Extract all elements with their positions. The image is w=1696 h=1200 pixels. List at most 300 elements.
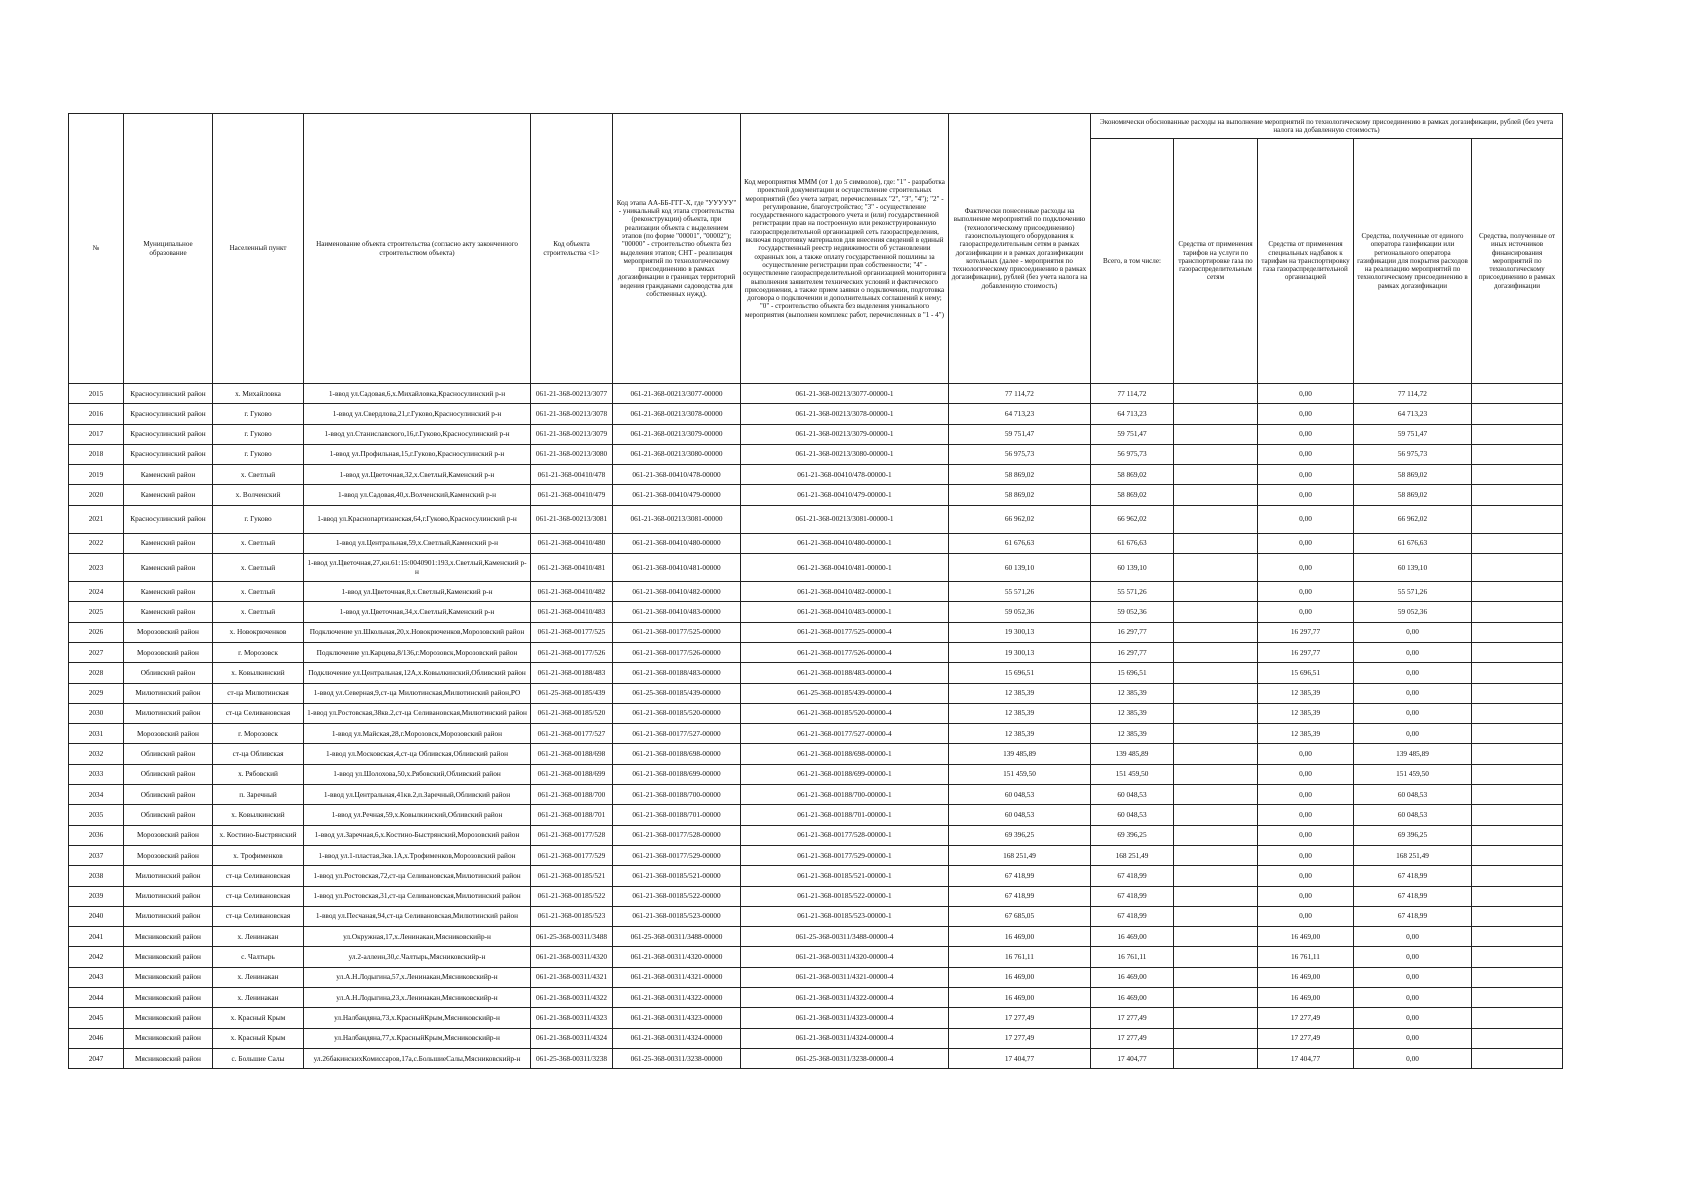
cell-tariff-funds	[1174, 642, 1258, 662]
cell-tariff-funds	[1174, 866, 1258, 886]
cell-settlement: ст-ца Селивановская	[213, 906, 304, 926]
cell-total: 139 485,89	[1091, 744, 1174, 764]
header-other-funds: Средства, полученные от иных источников финансирования мероприятий по технологическому присоединению в рамках догазификации	[1472, 139, 1563, 384]
cell-actual-expenses: 69 396,25	[949, 825, 1091, 845]
cell-settlement: ст-ца Обливская	[213, 744, 304, 764]
cell-total: 59 751,47	[1091, 424, 1174, 444]
header-economic-expenses-group: Экономически обоснованные расходы на выполнение мероприятий по технологическому присоединению в рамках догазификации, рублей (без учета налога на добавленную стоимость)	[1091, 114, 1563, 139]
cell-object-code: 061-21-368-00177/525	[531, 622, 613, 642]
cell-operator-funds: 59 751,47	[1354, 424, 1472, 444]
cell-operator-funds: 0,00	[1354, 622, 1472, 642]
cell-other-funds	[1472, 602, 1563, 622]
cell-total: 151 459,50	[1091, 764, 1174, 784]
header-operator-funds: Средства, полученные от единого оператора газификации или регионального оператора газификации для покрытия расходов на реализацию мероприятий по технологическому присоединению в рамках догазификации	[1354, 139, 1472, 384]
cell-other-funds	[1472, 724, 1563, 744]
cell-stage-code: 061-21-368-00311/4322-00000	[613, 988, 741, 1008]
cell-object-name: Подключение ул.Карцева,8/136,г.Морозовск,Морозовский район	[304, 642, 531, 662]
cell-event-code: 061-21-368-00311/4322-00000-4	[741, 988, 949, 1008]
cell-operator-funds: 59 052,36	[1354, 602, 1472, 622]
cell-other-funds	[1472, 533, 1563, 553]
cell-object-code: 061-21-368-00311/4320	[531, 947, 613, 967]
cell-operator-funds: 0,00	[1354, 927, 1472, 947]
cell-surcharge-funds: 16 469,00	[1258, 927, 1354, 947]
cell-settlement: х. Светлый	[213, 533, 304, 553]
cell-municipality: Обливский район	[124, 663, 213, 683]
cell-other-funds	[1472, 703, 1563, 723]
table-row	[69, 554, 1563, 582]
cell-object-name: Подключение ул.Школьная,20,х.Новокрюченков,Морозовский район	[304, 622, 531, 642]
cell-event-code: 061-21-368-00177/529-00000-1	[741, 845, 949, 865]
cell-settlement: г. Гуково	[213, 424, 304, 444]
header-actual-expenses: Фактически понесенные расходы на выполнение мероприятий по подключению (технологическому присоединению) газоиспользующего оборудования к газораспределительным сетям в рамках догазификации и в рамках догазификации котельных (далее - мероприятия по технологическому присоединению в рамках догазификации), рублей (без учета налога на добавленную стоимость)	[949, 114, 1091, 384]
cell-surcharge-funds: 0,00	[1258, 805, 1354, 825]
cell-object-code: 061-21-368-00410/480	[531, 533, 613, 553]
cell-stage-code: 061-21-368-00410/481-00000	[613, 554, 741, 582]
cell-other-funds	[1472, 785, 1563, 805]
table-body	[69, 384, 1563, 1069]
cell-num: 2045	[69, 1008, 124, 1028]
cell-num: 2016	[69, 404, 124, 424]
cell-total: 64 713,23	[1091, 404, 1174, 424]
cell-object-code: 061-21-368-00410/478	[531, 465, 613, 485]
cell-settlement: х. Ковылкинский	[213, 805, 304, 825]
cell-stage-code: 061-21-368-00185/523-00000	[613, 906, 741, 926]
cell-event-code: 061-21-368-00410/483-00000-1	[741, 602, 949, 622]
cell-object-code: 061-25-368-00185/439	[531, 683, 613, 703]
cell-object-name: ул.26бакинскихКомиссаров,17а,с.БольшиеСалы,Мясниковскийр-н	[304, 1048, 531, 1068]
header-surcharge-funds: Средства от применения специальных надбавок к тарифам на транспортировку газа газораспределительной организацией	[1258, 139, 1354, 384]
cell-actual-expenses: 17 277,49	[949, 1028, 1091, 1048]
cell-other-funds	[1472, 622, 1563, 642]
cell-event-code: 061-21-368-00177/526-00000-4	[741, 642, 949, 662]
cell-num: 2035	[69, 805, 124, 825]
cell-other-funds	[1472, 845, 1563, 865]
cell-stage-code: 061-21-368-00188/699-00000	[613, 764, 741, 784]
cell-num: 2033	[69, 764, 124, 784]
cell-municipality: Каменский район	[124, 533, 213, 553]
cell-actual-expenses: 77 114,72	[949, 384, 1091, 404]
cell-municipality: Морозовский район	[124, 642, 213, 662]
cell-surcharge-funds: 16 469,00	[1258, 967, 1354, 987]
cell-other-funds	[1472, 582, 1563, 602]
cell-municipality: Обливский район	[124, 764, 213, 784]
cell-event-code: 061-21-368-00177/527-00000-4	[741, 724, 949, 744]
cell-settlement: г. Гуково	[213, 444, 304, 464]
cell-object-code: 061-21-368-00311/4321	[531, 967, 613, 987]
cell-surcharge-funds: 12 385,39	[1258, 724, 1354, 744]
cell-surcharge-funds: 0,00	[1258, 384, 1354, 404]
cell-object-name: 1-ввод ул.Центральная,41кв.2,п.Заречный,Обливский район	[304, 785, 531, 805]
cell-num: 2046	[69, 1028, 124, 1048]
cell-other-funds	[1472, 886, 1563, 906]
cell-municipality: Мясниковский район	[124, 927, 213, 947]
cell-total: 69 396,25	[1091, 825, 1174, 845]
cell-municipality: Каменский район	[124, 465, 213, 485]
cell-operator-funds: 67 418,99	[1354, 866, 1472, 886]
cell-operator-funds: 168 251,49	[1354, 845, 1472, 865]
cell-other-funds	[1472, 866, 1563, 886]
cell-object-code: 061-21-368-00177/528	[531, 825, 613, 845]
cell-event-code: 061-21-368-00410/481-00000-1	[741, 554, 949, 582]
cell-actual-expenses: 67 418,99	[949, 886, 1091, 906]
cell-num: 2020	[69, 485, 124, 505]
cell-operator-funds: 66 962,02	[1354, 505, 1472, 533]
cell-municipality: Милютинский район	[124, 906, 213, 926]
cell-operator-funds: 58 869,02	[1354, 465, 1472, 485]
cell-object-code: 061-25-368-00311/3488	[531, 927, 613, 947]
cell-total: 58 869,02	[1091, 485, 1174, 505]
cell-actual-expenses: 58 869,02	[949, 485, 1091, 505]
cell-total: 67 418,99	[1091, 886, 1174, 906]
cell-settlement: ст-ца Селивановская	[213, 703, 304, 723]
cell-municipality: Красносулинский район	[124, 384, 213, 404]
gasification-cost-table	[68, 113, 1563, 1069]
cell-operator-funds: 0,00	[1354, 988, 1472, 1008]
cell-surcharge-funds: 0,00	[1258, 404, 1354, 424]
cell-municipality: Милютинский район	[124, 703, 213, 723]
cell-actual-expenses: 67 685,05	[949, 906, 1091, 926]
cell-num: 2041	[69, 927, 124, 947]
table-row	[69, 582, 1563, 602]
cell-actual-expenses: 16 469,00	[949, 927, 1091, 947]
cell-total: 66 962,02	[1091, 505, 1174, 533]
cell-municipality: Каменский район	[124, 602, 213, 622]
cell-num: 2032	[69, 744, 124, 764]
cell-municipality: Красносулинский район	[124, 505, 213, 533]
cell-surcharge-funds: 15 696,51	[1258, 663, 1354, 683]
cell-num: 2044	[69, 988, 124, 1008]
cell-other-funds	[1472, 988, 1563, 1008]
cell-municipality: Каменский район	[124, 485, 213, 505]
cell-actual-expenses: 58 869,02	[949, 465, 1091, 485]
cell-municipality: Милютинский район	[124, 683, 213, 703]
header-num: №	[69, 114, 124, 384]
cell-tariff-funds	[1174, 744, 1258, 764]
cell-stage-code: 061-21-368-00188/700-00000	[613, 785, 741, 805]
cell-tariff-funds	[1174, 444, 1258, 464]
cell-stage-code: 061-21-368-00177/528-00000	[613, 825, 741, 845]
cell-actual-expenses: 139 485,89	[949, 744, 1091, 764]
cell-tariff-funds	[1174, 663, 1258, 683]
cell-surcharge-funds: 0,00	[1258, 602, 1354, 622]
cell-object-code: 061-21-368-00410/479	[531, 485, 613, 505]
cell-municipality: Красносулинский район	[124, 404, 213, 424]
cell-total: 16 297,77	[1091, 622, 1174, 642]
cell-other-funds	[1472, 1008, 1563, 1028]
cell-actual-expenses: 168 251,49	[949, 845, 1091, 865]
cell-settlement: х. Ленинакан	[213, 988, 304, 1008]
cell-object-code: 061-21-368-00177/526	[531, 642, 613, 662]
cell-num: 2017	[69, 424, 124, 444]
cell-surcharge-funds: 0,00	[1258, 845, 1354, 865]
cell-event-code: 061-21-368-00213/3079-00000-1	[741, 424, 949, 444]
cell-other-funds	[1472, 744, 1563, 764]
cell-operator-funds: 58 869,02	[1354, 485, 1472, 505]
cell-actual-expenses: 16 761,11	[949, 947, 1091, 967]
cell-settlement: ст-ца Селивановская	[213, 886, 304, 906]
cell-num: 2018	[69, 444, 124, 464]
cell-total: 56 975,73	[1091, 444, 1174, 464]
cell-object-code: 061-21-368-00188/699	[531, 764, 613, 784]
cell-settlement: ст-ца Милютинская	[213, 683, 304, 703]
cell-tariff-funds	[1174, 384, 1258, 404]
table-header	[69, 114, 1563, 384]
cell-tariff-funds	[1174, 424, 1258, 444]
cell-surcharge-funds: 0,00	[1258, 886, 1354, 906]
cell-num: 2025	[69, 602, 124, 622]
cell-municipality: Обливский район	[124, 805, 213, 825]
cell-object-code: 061-21-368-00410/482	[531, 582, 613, 602]
cell-object-code: 061-21-368-00213/3078	[531, 404, 613, 424]
cell-other-funds	[1472, 505, 1563, 533]
cell-object-name: 1-ввод ул.Заречная,6,х.Костино-Быстрянский,Морозовский район	[304, 825, 531, 845]
cell-other-funds	[1472, 906, 1563, 926]
cell-object-code: 061-21-368-00188/698	[531, 744, 613, 764]
table-row	[69, 683, 1563, 703]
cell-event-code: 061-21-368-00188/699-00000-1	[741, 764, 949, 784]
table-row	[69, 764, 1563, 784]
cell-stage-code: 061-21-368-00410/483-00000	[613, 602, 741, 622]
cell-municipality: Морозовский район	[124, 724, 213, 744]
cell-event-code: 061-21-368-00410/479-00000-1	[741, 485, 949, 505]
cell-event-code: 061-21-368-00188/700-00000-1	[741, 785, 949, 805]
cell-total: 16 297,77	[1091, 642, 1174, 662]
table-row	[69, 622, 1563, 642]
cell-settlement: х. Волченский	[213, 485, 304, 505]
cell-num: 2047	[69, 1048, 124, 1068]
table-row	[69, 886, 1563, 906]
cell-stage-code: 061-21-368-00177/527-00000	[613, 724, 741, 744]
cell-tariff-funds	[1174, 927, 1258, 947]
cell-actual-expenses: 16 469,00	[949, 967, 1091, 987]
cell-other-funds	[1472, 825, 1563, 845]
cell-municipality: Морозовский район	[124, 622, 213, 642]
cell-event-code: 061-21-368-00213/3077-00000-1	[741, 384, 949, 404]
cell-object-name: 1-ввод ул.Ростовская,31,ст-ца Селивановская,Милютинский район	[304, 886, 531, 906]
cell-stage-code: 061-21-368-00311/4320-00000	[613, 947, 741, 967]
cell-operator-funds: 0,00	[1354, 947, 1472, 967]
cell-surcharge-funds: 0,00	[1258, 554, 1354, 582]
cell-object-name: 1-ввод ул.Профильная,15,г.Гуково,Красносулинский р-н	[304, 444, 531, 464]
header-municipality: Муниципальное образование	[124, 114, 213, 384]
cell-stage-code: 061-21-368-00213/3077-00000	[613, 384, 741, 404]
cell-other-funds	[1472, 554, 1563, 582]
cell-stage-code: 061-21-368-00188/483-00000	[613, 663, 741, 683]
cell-operator-funds: 0,00	[1354, 703, 1472, 723]
table-row	[69, 988, 1563, 1008]
cell-total: 55 571,26	[1091, 582, 1174, 602]
cell-stage-code: 061-21-368-00213/3079-00000	[613, 424, 741, 444]
cell-stage-code: 061-21-368-00213/3080-00000	[613, 444, 741, 464]
cell-num: 2028	[69, 663, 124, 683]
table-row	[69, 1028, 1563, 1048]
cell-surcharge-funds: 0,00	[1258, 465, 1354, 485]
cell-other-funds	[1472, 967, 1563, 987]
cell-event-code: 061-21-368-00177/525-00000-4	[741, 622, 949, 642]
cell-num: 2021	[69, 505, 124, 533]
cell-actual-expenses: 61 676,63	[949, 533, 1091, 553]
cell-settlement: с. Чалтырь	[213, 947, 304, 967]
cell-operator-funds: 56 975,73	[1354, 444, 1472, 464]
cell-settlement: х. Светлый	[213, 582, 304, 602]
cell-stage-code: 061-21-368-00188/698-00000	[613, 744, 741, 764]
cell-operator-funds: 0,00	[1354, 642, 1472, 662]
cell-municipality: Мясниковский район	[124, 1048, 213, 1068]
cell-operator-funds: 60 048,53	[1354, 785, 1472, 805]
cell-event-code: 061-21-368-00188/698-00000-1	[741, 744, 949, 764]
cell-operator-funds: 0,00	[1354, 967, 1472, 987]
cell-surcharge-funds: 16 297,77	[1258, 622, 1354, 642]
cell-tariff-funds	[1174, 505, 1258, 533]
cell-object-name: 1-ввод ул.Садовая,40,х.Волченский,Каменский р-н	[304, 485, 531, 505]
table-row	[69, 825, 1563, 845]
cell-operator-funds: 0,00	[1354, 724, 1472, 744]
cell-municipality: Мясниковский район	[124, 1008, 213, 1028]
cell-other-funds	[1472, 424, 1563, 444]
cell-surcharge-funds: 12 385,39	[1258, 703, 1354, 723]
cell-num: 2027	[69, 642, 124, 662]
table-row	[69, 384, 1563, 404]
cell-event-code: 061-21-368-00410/482-00000-1	[741, 582, 949, 602]
cell-surcharge-funds: 0,00	[1258, 744, 1354, 764]
cell-settlement: ст-ца Селивановская	[213, 866, 304, 886]
cell-tariff-funds	[1174, 485, 1258, 505]
cell-other-funds	[1472, 1028, 1563, 1048]
cell-actual-expenses: 67 418,99	[949, 866, 1091, 886]
table-row	[69, 703, 1563, 723]
cell-tariff-funds	[1174, 886, 1258, 906]
cell-tariff-funds	[1174, 533, 1258, 553]
cell-object-name: 1-ввод ул.Краснопартизанская,64,г.Гуково,Красносулинский р-н	[304, 505, 531, 533]
cell-actual-expenses: 15 696,51	[949, 663, 1091, 683]
cell-total: 67 418,99	[1091, 866, 1174, 886]
cell-operator-funds: 67 418,99	[1354, 906, 1472, 926]
cell-object-name: Подключение ул.Центральная,12А,х.Ковылкинский,Обливский район	[304, 663, 531, 683]
cell-tariff-funds	[1174, 1008, 1258, 1028]
cell-surcharge-funds: 0,00	[1258, 785, 1354, 805]
cell-object-code: 061-21-368-00311/4323	[531, 1008, 613, 1028]
cell-municipality: Мясниковский район	[124, 967, 213, 987]
header-object-code: Код объекта строительства <1>	[531, 114, 613, 384]
cell-total: 60 139,10	[1091, 554, 1174, 582]
cell-event-code: 061-21-368-00177/528-00000-1	[741, 825, 949, 845]
cell-object-name: 1-ввод ул.Речная,59,х.Ковылкинский,Обливский район	[304, 805, 531, 825]
cell-tariff-funds	[1174, 554, 1258, 582]
cell-event-code: 061-21-368-00410/480-00000-1	[741, 533, 949, 553]
cell-actual-expenses: 60 139,10	[949, 554, 1091, 582]
cell-num: 2036	[69, 825, 124, 845]
cell-tariff-funds	[1174, 988, 1258, 1008]
cell-stage-code: 061-21-368-00185/522-00000	[613, 886, 741, 906]
cell-operator-funds: 60 048,53	[1354, 805, 1472, 825]
cell-object-code: 061-21-368-00177/527	[531, 724, 613, 744]
cell-object-code: 061-21-368-00311/4322	[531, 988, 613, 1008]
cell-settlement: х. Ковылкинский	[213, 663, 304, 683]
cell-num: 2023	[69, 554, 124, 582]
cell-actual-expenses: 59 751,47	[949, 424, 1091, 444]
table-row	[69, 785, 1563, 805]
table-row	[69, 485, 1563, 505]
cell-municipality: Каменский район	[124, 582, 213, 602]
cell-tariff-funds	[1174, 1028, 1258, 1048]
cell-object-code: 061-21-368-00185/523	[531, 906, 613, 926]
cell-other-funds	[1472, 444, 1563, 464]
cell-tariff-funds	[1174, 805, 1258, 825]
header-object-name: Наименование объекта строительства (согласно акту законченного строительством объекта)	[304, 114, 531, 384]
cell-surcharge-funds: 17 277,49	[1258, 1028, 1354, 1048]
cell-municipality: Красносулинский район	[124, 424, 213, 444]
cell-other-funds	[1472, 764, 1563, 784]
cell-actual-expenses: 59 052,36	[949, 602, 1091, 622]
cell-other-funds	[1472, 485, 1563, 505]
cell-tariff-funds	[1174, 602, 1258, 622]
header-stage-code: Код этапа АА-ББ-ГГГ-Х, где "УУУУУ" - уникальный код этапа строительства (реконструкции) объекта, при реализации объекта с выделением этапов (по форме "00001", "00002"); "00000" - строительство объекта без выделения этапов; СНТ - реализация мероприятий по технологическому присоединению в рамках догазификации в границах территорий ведения гражданами садоводства для собственных нужд).	[613, 114, 741, 384]
cell-tariff-funds	[1174, 724, 1258, 744]
cell-actual-expenses: 16 469,00	[949, 988, 1091, 1008]
cell-settlement: х. Новокрюченков	[213, 622, 304, 642]
cell-actual-expenses: 151 459,50	[949, 764, 1091, 784]
cell-surcharge-funds: 0,00	[1258, 424, 1354, 444]
cell-stage-code: 061-25-368-00311/3238-00000	[613, 1048, 741, 1068]
cell-object-name: 1-ввод ул.Цветочная,32,х.Светлый,Каменский р-н	[304, 465, 531, 485]
cell-settlement: х. Светлый	[213, 465, 304, 485]
cell-tariff-funds	[1174, 404, 1258, 424]
cell-total: 61 676,63	[1091, 533, 1174, 553]
cell-object-code: 061-21-368-00213/3080	[531, 444, 613, 464]
cell-tariff-funds	[1174, 947, 1258, 967]
report-sheet	[68, 113, 1562, 1069]
cell-tariff-funds	[1174, 465, 1258, 485]
cell-operator-funds: 55 571,26	[1354, 582, 1472, 602]
cell-settlement: г. Гуково	[213, 404, 304, 424]
cell-settlement: х. Светлый	[213, 602, 304, 622]
cell-tariff-funds	[1174, 622, 1258, 642]
cell-other-funds	[1472, 1048, 1563, 1068]
cell-operator-funds: 64 713,23	[1354, 404, 1472, 424]
cell-settlement: х. Ленинакан	[213, 967, 304, 987]
cell-object-name: 1-ввод ул.Свердлова,21,г.Гуково,Красносулинский р-н	[304, 404, 531, 424]
cell-total: 67 418,99	[1091, 906, 1174, 926]
cell-operator-funds: 0,00	[1354, 683, 1472, 703]
cell-stage-code: 061-21-368-00185/521-00000	[613, 866, 741, 886]
cell-surcharge-funds: 0,00	[1258, 582, 1354, 602]
table-row	[69, 1008, 1563, 1028]
cell-tariff-funds	[1174, 906, 1258, 926]
cell-municipality: Милютинский район	[124, 866, 213, 886]
cell-object-name: 1-ввод ул.Станиславского,16,г.Гуково,Красносулинский р-н	[304, 424, 531, 444]
cell-actual-expenses: 56 975,73	[949, 444, 1091, 464]
cell-object-name: 1-ввод ул.Цветочная,27,кн.61:15:0040901:193,х.Светлый,Каменский р-н	[304, 554, 531, 582]
table-row	[69, 927, 1563, 947]
cell-stage-code: 061-21-368-00410/479-00000	[613, 485, 741, 505]
cell-object-name: 1-ввод ул.Московская,4,ст-ца Обливская,Обливский район	[304, 744, 531, 764]
cell-municipality: Мясниковский район	[124, 947, 213, 967]
cell-surcharge-funds: 17 277,49	[1258, 1008, 1354, 1028]
cell-municipality: Морозовский район	[124, 845, 213, 865]
cell-num: 2031	[69, 724, 124, 744]
cell-total: 16 469,00	[1091, 988, 1174, 1008]
cell-surcharge-funds: 16 297,77	[1258, 642, 1354, 662]
cell-operator-funds: 0,00	[1354, 1008, 1472, 1028]
cell-total: 12 385,39	[1091, 683, 1174, 703]
cell-object-name: 1-ввод ул.Майская,28,г.Морозовск,Морозовский район	[304, 724, 531, 744]
cell-surcharge-funds: 0,00	[1258, 533, 1354, 553]
table-row	[69, 424, 1563, 444]
cell-object-name: 1-ввод ул.Ростовская,38кв.2,ст-ца Селивановская,Милютинский район	[304, 703, 531, 723]
cell-object-name: ул.2-аллеин,30,с.Чалтырь,Мясниковскийр-н	[304, 947, 531, 967]
cell-operator-funds: 0,00	[1354, 663, 1472, 683]
cell-total: 60 048,53	[1091, 805, 1174, 825]
